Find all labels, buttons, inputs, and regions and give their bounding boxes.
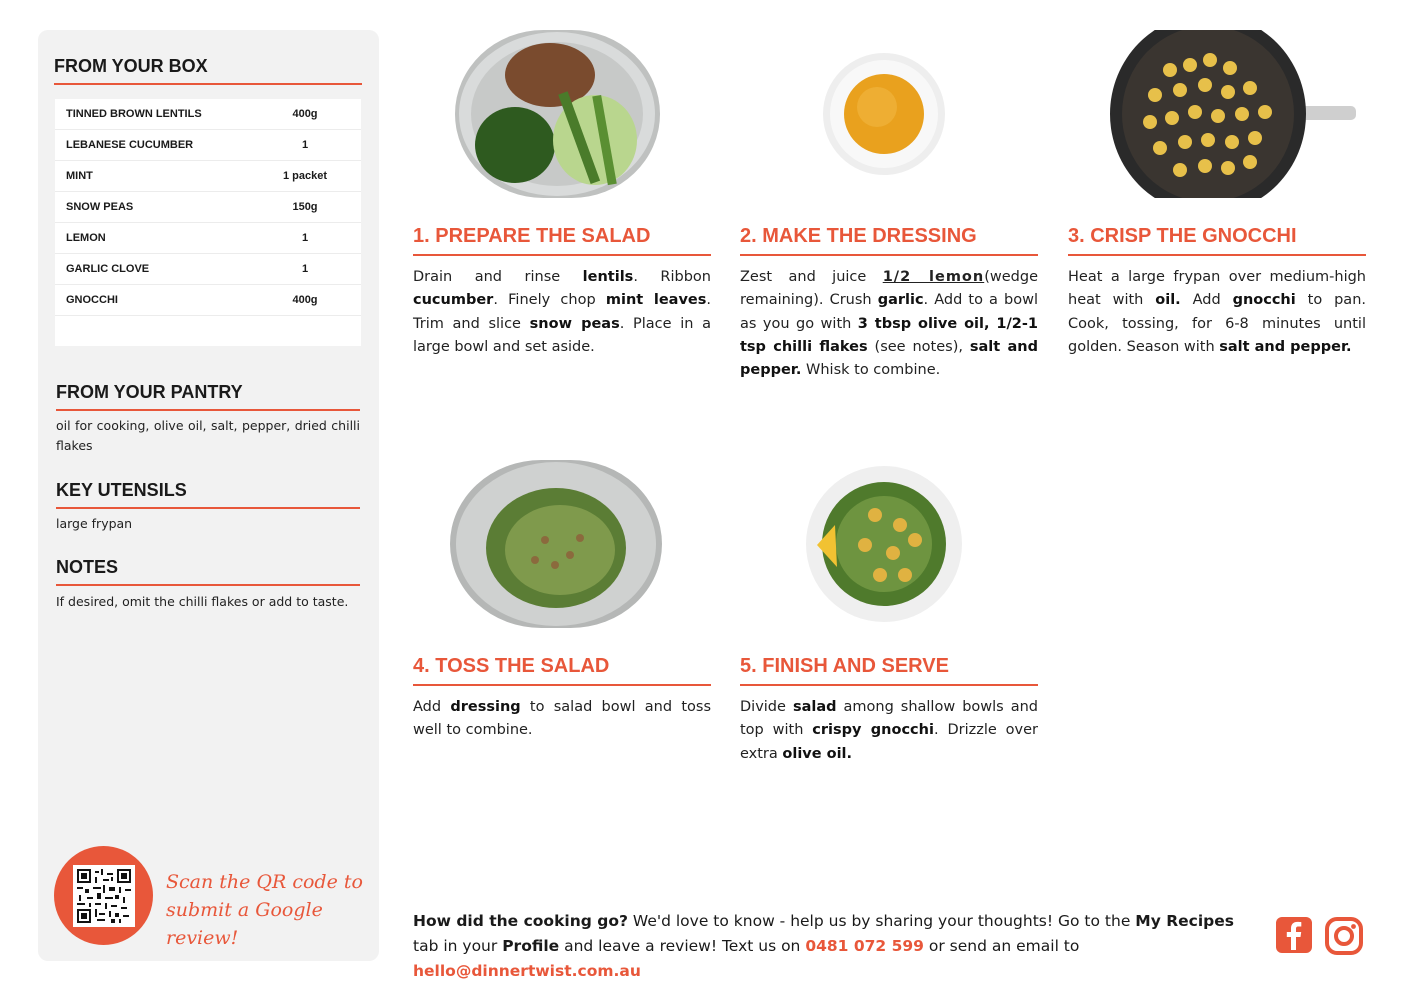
step-2-title: 2. MAKE THE DRESSING xyxy=(740,225,1038,256)
ingredient-qty: 1 packet xyxy=(282,170,328,182)
feedback-footer: How did the cooking go? We'd love to know - help us by sharing your thoughts! Go to the My Recipes tab in your Profile and leave a review! Text us on 0481 072 599 or send an email to hello@dinnertwist.com.au xyxy=(413,912,1234,980)
profile-label: Profile xyxy=(502,937,560,955)
ingredient-qty: 400g xyxy=(292,294,318,306)
my-recipes-label: My Recipes xyxy=(1135,912,1234,930)
pantry-title: FROM YOUR PANTRY xyxy=(56,382,360,411)
step-2-text: Zest and juice 1/2 lemon(wedge remaining). Crush garlic. Add to a bowl as you go with 3 tbsp olive oil, 1/2-1 tsp chilli flakes (see notes), salt and pepper. Whisk to combine. xyxy=(740,269,1039,379)
instagram-icon[interactable] xyxy=(1324,916,1362,956)
step-4-text: Add dressing to salad bowl and toss well to combine. xyxy=(413,699,711,739)
gnocchi-pan-photo xyxy=(1110,30,1356,198)
qr-caption-line1: Scan the QR code to xyxy=(166,871,363,893)
ingredient-row xyxy=(55,161,361,192)
phone-link[interactable]: 0481 072 599 xyxy=(805,937,924,955)
step-1-title: 1. PREPARE THE SALAD xyxy=(413,225,711,256)
ingredient-row xyxy=(55,254,361,285)
from-your-box-title: FROM YOUR BOX xyxy=(54,56,362,85)
ingredient-row xyxy=(55,223,361,254)
ingredient-qty: 400g xyxy=(292,108,318,120)
ingredient-name: LEMON xyxy=(66,232,106,244)
step-1-text: Drain and rinse lentils. Ribbon cucumber. Finely chop mint leaves. Trim and slice snow peas. Place in a large bowl and set aside. xyxy=(413,269,712,355)
ingredient-name: GNOCCHI xyxy=(66,294,118,306)
step-4-title: 4. TOSS THE SALAD xyxy=(413,655,711,686)
utensils-title: KEY UTENSILS xyxy=(56,480,360,509)
salad-prep-photo xyxy=(455,30,660,198)
ingredient-name: SNOW PEAS xyxy=(66,201,134,213)
notes-title: NOTES xyxy=(56,557,360,586)
ingredient-qty: 150g xyxy=(292,201,318,213)
tossed-salad-photo xyxy=(450,460,662,628)
ingredient-row xyxy=(55,192,361,223)
step-5-title: 5. FINISH AND SERVE xyxy=(740,655,1038,686)
ingredient-qty: 1 xyxy=(301,263,309,275)
ingredient-row xyxy=(55,99,361,130)
ingredient-qty: 1 xyxy=(301,139,309,151)
qr-code-icon xyxy=(73,865,135,927)
email-link[interactable]: hello@dinnertwist.com.au xyxy=(413,962,641,980)
table-spacer xyxy=(55,316,361,346)
ingredient-name: GARLIC CLOVE xyxy=(66,263,150,275)
ingredient-row xyxy=(55,285,361,316)
dressing-photo xyxy=(822,52,946,176)
ingredient-qty: 1 xyxy=(301,232,309,244)
ingredient-name: MINT xyxy=(66,170,93,182)
qr-caption xyxy=(166,868,366,952)
finished-dish-photo xyxy=(805,465,963,623)
ingredients-table xyxy=(55,99,361,346)
ingredient-row xyxy=(55,130,361,161)
feedback-question: How did the cooking go? xyxy=(413,912,628,930)
qr-badge[interactable] xyxy=(54,846,153,945)
ingredient-name: TINNED BROWN LENTILS xyxy=(66,108,202,120)
notes-text: If desired, omit the chilli flakes or add to taste. xyxy=(56,594,349,609)
utensils-text: large frypan xyxy=(56,516,133,531)
qr-caption-line2: submit a Google review! xyxy=(166,899,323,949)
step-3-text: Heat a large frypan over medium-high heat with oil. Add gnocchi to pan. Cook, tossing, for 6-8 minutes until golden. Season with salt and pepper. xyxy=(1068,269,1366,355)
sidebar xyxy=(38,30,379,961)
step-3-title: 3. CRISP THE GNOCCHI xyxy=(1068,225,1366,256)
ingredient-name: LEBANESE CUCUMBER xyxy=(66,139,194,151)
step-5-text: Divide salad among shallow bowls and top with crispy gnocchi. Drizzle over extra olive oil. xyxy=(740,699,1038,762)
pantry-text: oil for cooking, olive oil, salt, pepper, dried chilli flakes xyxy=(56,418,360,453)
facebook-icon[interactable] xyxy=(1275,916,1313,956)
